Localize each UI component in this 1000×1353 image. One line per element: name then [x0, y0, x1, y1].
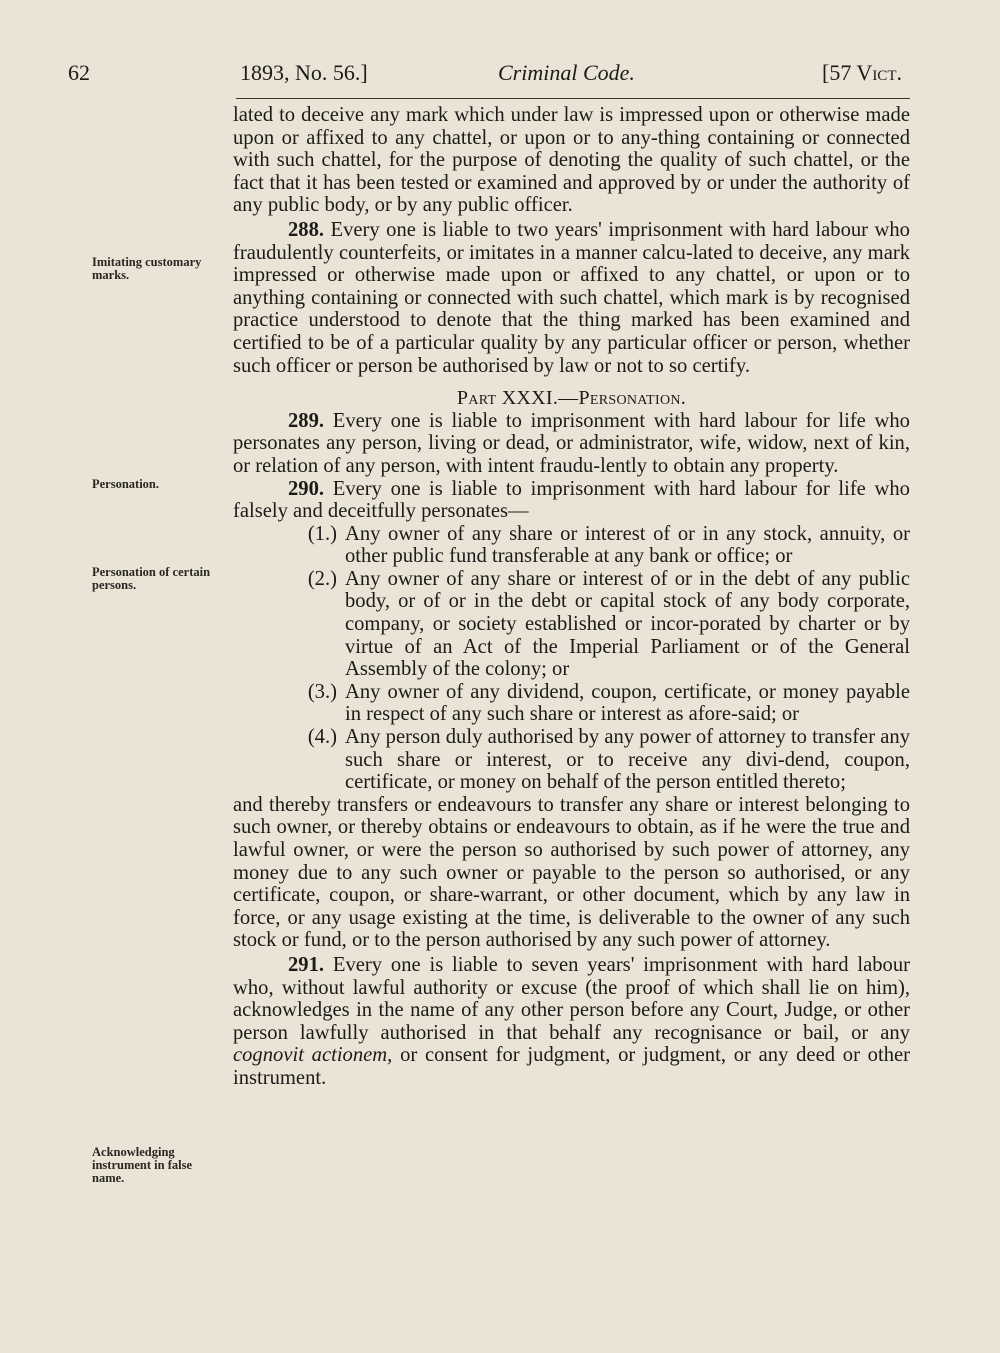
section-number: 291. [288, 953, 325, 976]
section-number: 290. [288, 477, 325, 500]
section-text: Every one is liable to seven years' imprisonment with hard labour who, without lawful authority or excuse (the proof of which shall lie on him), acknowledges in the name of any other person before any Court, Judge, or other person lawfully authorised in that behalf any recognisance or bail, or any [233, 953, 910, 1044]
header-rule [236, 98, 910, 99]
list-item [233, 726, 910, 794]
section-text: Every one is liable to imprisonment with hard labour for life who personates any person, living or dead, or administrator, wife, widow, next of kin, or relation of any person, with intent fraudu-lently to obtain any property. [233, 409, 910, 477]
item-text: Any person duly authorised by any power of attorney to transfer any such share or interest, or to receive any divi-dend, coupon, certificate, or money on behalf of the person entitled thereto; [345, 726, 910, 794]
running-header [0, 60, 1000, 100]
section-290 [233, 478, 910, 523]
page-number: 62 [68, 60, 90, 85]
body-text [233, 104, 910, 1090]
section-number: 289. [288, 409, 325, 432]
act-citation: 1893, No. 56.] [240, 60, 368, 85]
section-text: Every one is liable to two years' imprisonment with hard labour who fraudulently counterfeits, or imitates in a manner calcu-lated to deceive, any mark impressed or otherwise made upon or affixed to any chattel, or upon or to anything containing or connected with such chattel, which mark is by recognised practice understood to denote that the thing marked has been examined and certified to be of a particular quality by any particular officer or person, whether such officer or person be authorised by law or not to so certify. [233, 218, 910, 377]
item-label: (2.) [307, 567, 337, 590]
continuation-paragraph: lated to deceive any mark which under law is impressed upon or otherwise made upon or affixed to any chattel, or upon or to any-thing containing or connected with such chattel, for the purpose of denoting the quality of such chattel, or the fact that it has been tested or examined and approved by or under the authority of any public body, or by any public officer. [233, 104, 910, 217]
item-label: (1.) [307, 522, 337, 545]
part-heading: Part XXXI.—Personation. [456, 387, 687, 410]
section-290-tail: and thereby transfers or endeavours to transfer any share or interest belonging to such owner, or thereby obtains or endeavours to obtain, as if he were the true and lawful owner, or were the person so authorised by such power of attorney, any money due to any such owner or payable to the person so authorised, or any certificate, coupon, or share-warrant, or other document, which by any law in force, or any usage existing at the time, is deliverable to the owner of any such stock or fund, or to the person authorised by any such power of attorney. [233, 793, 910, 952]
item-text: Any owner of any dividend, coupon, certificate, or money payable in respect of any such share or interest as afore-said; or [345, 680, 910, 726]
section-text: Every one is liable to imprisonment with hard labour for life who falsely and deceitfully personates— [233, 477, 910, 523]
section-289 [233, 410, 910, 478]
list-item [233, 568, 910, 681]
section-291 [233, 954, 910, 1090]
margin-note-289: Personation. [92, 477, 160, 491]
section-number: 288. [288, 218, 325, 241]
item-text: Any owner of any share or interest of or in any stock, annuity, or other public fund transferable at any bank or office; or [345, 522, 910, 568]
latin-term: cognovit actionem, [233, 1044, 393, 1067]
section-288 [233, 219, 910, 377]
section-text-end: or consent for judgment, or judgment, or any deed or other instrument. [233, 1044, 910, 1089]
item-text: Any owner of any share or interest of or in the debt of any public body, or of or in the debt or capital stock of any body corporate, company, or society established or incor-porated by charter or by virtue of an Act of the Imperial Parliament or of the General Assembly of the colony; or [345, 567, 910, 681]
list-item [233, 523, 910, 568]
margin-note-290: Personation of certain persons. [92, 565, 211, 592]
margin-note-291: Acknowledging instrument in false name. [92, 1145, 192, 1185]
item-label: (4.) [307, 726, 337, 749]
item-label: (3.) [307, 680, 337, 703]
margin-note-288: Imitating customary marks. [92, 255, 202, 282]
list-item [233, 681, 910, 726]
running-title: Criminal Code. [498, 60, 635, 85]
regnal-year: [57 Vict. [822, 60, 902, 85]
